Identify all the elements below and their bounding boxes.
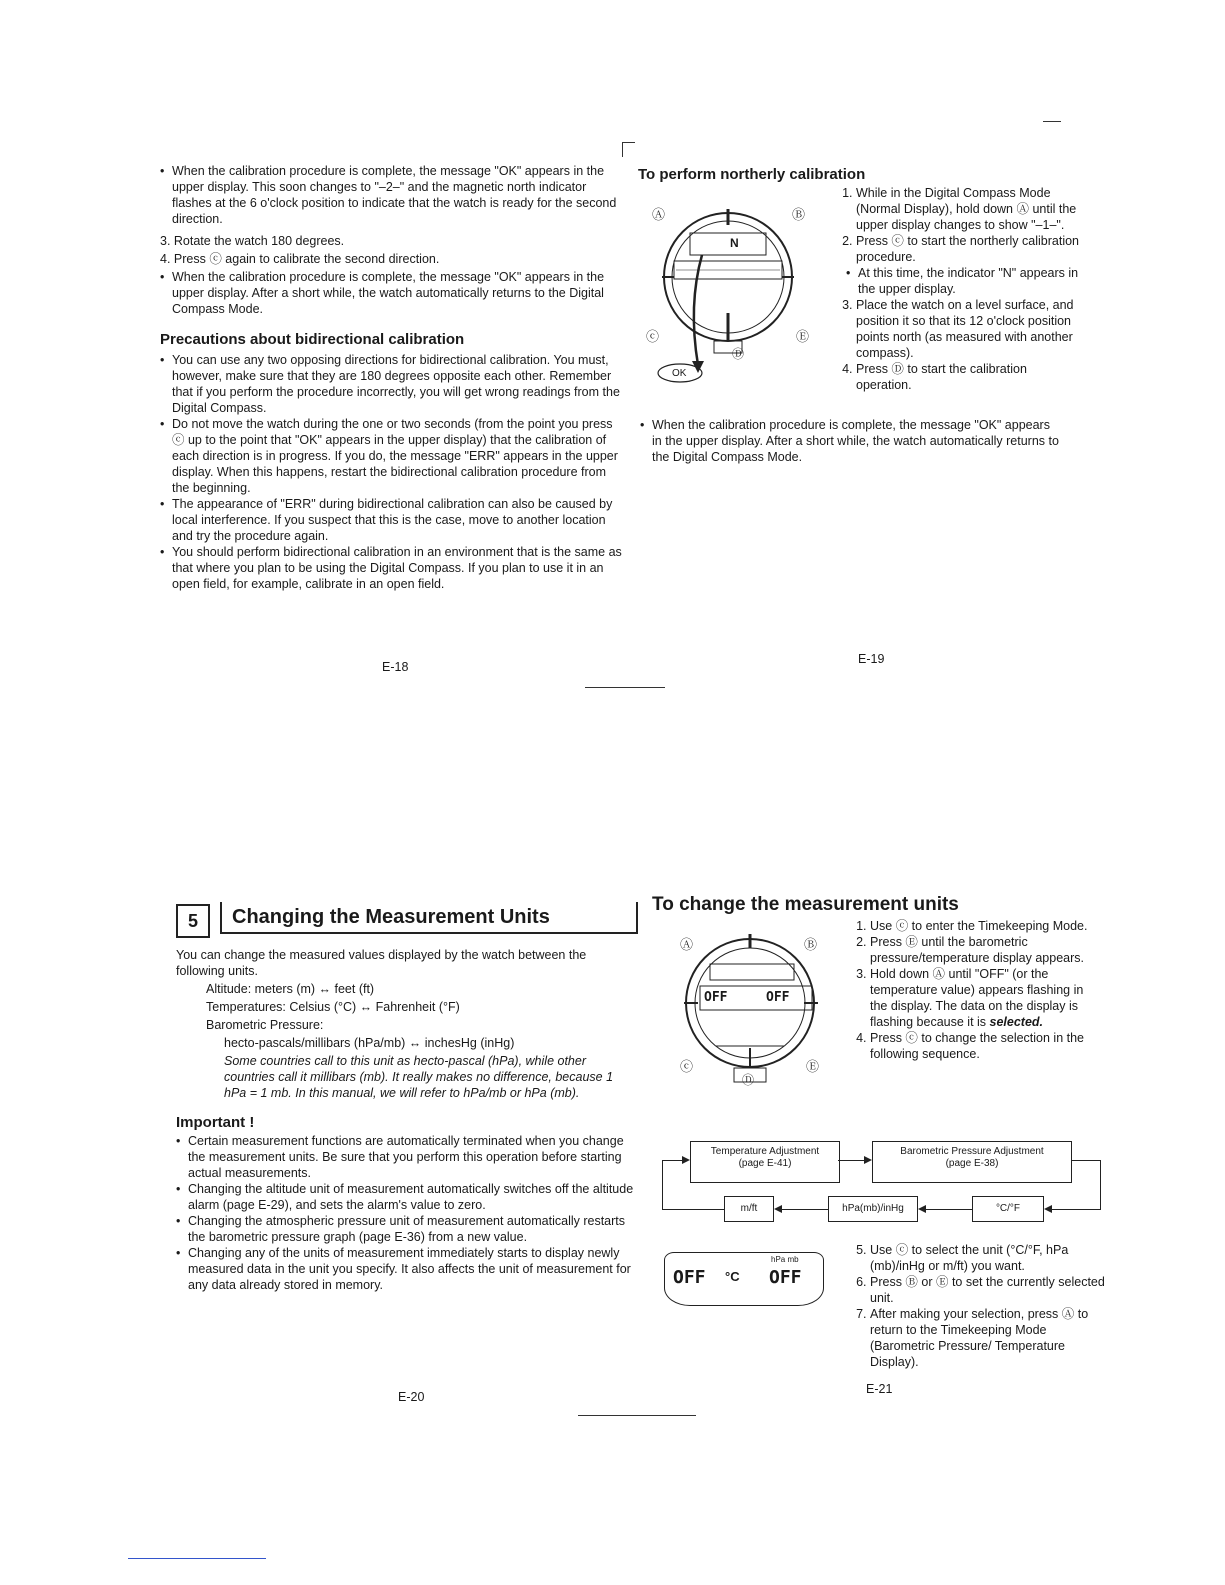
scan-rule-top-right	[1043, 121, 1061, 122]
watch-illustration-northerly	[640, 195, 820, 395]
watch-label-b: Ⓑ	[792, 207, 806, 222]
lcd-celsius: °C	[725, 1269, 740, 1284]
change-units-heading: To change the measurement units	[652, 894, 959, 915]
flow-arrow-1	[864, 1156, 872, 1164]
page-e18	[160, 163, 625, 592]
section-title: Changing the Measurement Units	[232, 906, 550, 928]
units-barometric-label: Barometric Pressure:	[206, 1018, 324, 1032]
units-altitude: Altitude: meters (m) ↔ feet (ft)	[206, 982, 375, 996]
flow-cf-label: °C/°F	[995, 1203, 1021, 1214]
flow-mft-label: m/ft	[740, 1203, 758, 1214]
lcd-unit-small: hPa mb	[771, 1255, 799, 1264]
watch-label-e: Ⓔ	[796, 329, 810, 344]
flow-temperature-adjustment	[690, 1141, 840, 1183]
flow-line-5	[926, 1209, 972, 1210]
flow-cf	[972, 1196, 1044, 1222]
page-number-e21: E-21	[866, 1382, 893, 1396]
section-header	[176, 898, 636, 938]
flow-hpa-label: hPa(mb)/inHg	[842, 1203, 904, 1214]
page-number-e20: E-20	[398, 1390, 425, 1404]
northerly-calibration-heading: To perform northerly calibration	[638, 166, 866, 183]
watch-label-a: Ⓐ	[652, 207, 666, 222]
calibration-complete-note: • When the calibration procedure is complete, the message "OK" appears in the upper display. This soon changes to "–2–" and the magnetic north indicator flashes at the 6 o'clock position to indicate that the watch is ready for the second direction.	[160, 163, 625, 227]
flow-baro-adj-label: Barometric Pressure Adjustment	[900, 1146, 1044, 1157]
important-item-1: • Certain measurement functions are automatically terminated when you change the measurement units. Be sure that you perform this operation before starting actual measurements.	[176, 1133, 636, 1181]
step-3: 3. Rotate the watch 180 degrees.	[160, 234, 345, 248]
flow-temp-adj-page: (page E-41)	[738, 1158, 792, 1169]
units-step-3-text: Hold down Ⓐ until "OFF" (or the temperature value) appears flashing in the display. The data on the display is flashing because it is	[870, 967, 1084, 1029]
units-step-3-emph: selected.	[989, 1015, 1044, 1029]
units-step-4: 4. Press ⓒ to change the selection in the following sequence.	[870, 1030, 1102, 1062]
important-item-3: • Changing the atmospheric pressure unit of measurement automatically restarts the barometric pressure graph (page E-36) from a new value.	[176, 1213, 636, 1245]
watch-display-off-left: OFF	[704, 990, 728, 1005]
units-watch-label-d: Ⓓ	[742, 1073, 755, 1087]
step-4: 4. Press ⓒ again to calibrate the second direction.	[160, 252, 440, 266]
footer-underline	[128, 1558, 266, 1559]
watch-label-d: Ⓓ	[732, 347, 745, 361]
lcd-off-left: OFF	[673, 1267, 706, 1288]
units-barometric-note: Some countries call to this unit as hecto-pascal (hPa), while other countries call it millibars (mb). It really makes no difference, because 1 hPa = 1 mb. In this manual, we will refer to hPa/mb or hPa (mb).	[224, 1054, 614, 1100]
units-barometric: hecto-pascals/millibars (hPa/mb) ↔ inchesHg (inHg)	[224, 1036, 515, 1050]
northerly-final-note	[640, 417, 1060, 465]
section-number-box	[176, 904, 210, 938]
units-temperature: Temperatures: Celsius (°C) ↔ Fahrenheit (°F)	[206, 1000, 460, 1014]
flow-arrow-2	[1044, 1205, 1052, 1213]
flow-line-7	[662, 1209, 724, 1210]
precaution-item-1: • You can use any two opposing directions for bidirectional calibration. You must, however, make sure that they are 180 degrees opposite each other. Remember that if you perform the procedure incorrectly, you will get wrong readings from the Digital Compass.	[160, 352, 625, 416]
flow-hpa	[828, 1196, 918, 1222]
important-item-2: • Changing the altitude unit of measurement automatically switches off the altitude alarm (page E-29), and sets the alarm's value to zero.	[176, 1181, 636, 1213]
page-number-e18: E-18	[382, 660, 409, 674]
northerly-step-2-note: • At this time, the indicator "N" appears in the upper display.	[846, 265, 1083, 297]
northerly-step-4: 4. Press Ⓓ to start the calibration operation.	[856, 361, 1083, 393]
step-4-note: • When the calibration procedure is complete, the message "OK" appears in the upper display. After a short while, the watch automatically returns to the Digital Compass Mode.	[160, 269, 625, 317]
northerly-step-2: 2. Press ⓒ to start the northerly calibration procedure.	[856, 233, 1083, 265]
precaution-item-3: • The appearance of "ERR" during bidirectional calibration can also be caused by local interference. If you suspect that this is the case, move to another location and try the procedure again.	[160, 496, 625, 544]
units-step-1: 1. Use ⓒ to enter the Timekeeping Mode.	[870, 918, 1102, 934]
watch-label-c: ⓒ	[646, 329, 660, 344]
flow-line-2	[1072, 1160, 1100, 1161]
important-heading: Important !	[176, 1114, 255, 1131]
flow-temp-adj-label: Temperature Adjustment	[710, 1146, 820, 1157]
crop-mark-top	[622, 142, 635, 157]
lcd-off-right: OFF	[769, 1267, 802, 1288]
flow-line-9	[662, 1160, 682, 1161]
units-step-6: 6. Press Ⓑ or Ⓔ to set the currently selected unit.	[870, 1274, 1107, 1306]
units-steps-b	[852, 1242, 1107, 1370]
northerly-steps	[838, 185, 1083, 393]
units-watch-label-a: Ⓐ	[680, 937, 694, 952]
scan-rule-mid	[585, 687, 665, 688]
page-number-e19: E-19	[858, 652, 885, 666]
northerly-step-3: 3. Place the watch on a level surface, and position it so that its 12 o'clock position points north (as measured with another compass).	[856, 297, 1083, 361]
flow-baro-adj-page: (page E-38)	[945, 1158, 999, 1169]
flow-line-8	[662, 1160, 663, 1210]
calibration-complete-note-2: • When the calibration procedure is complete, the message "OK" appears in the upper display. After a short while, the watch automatically returns to the Digital Compass Mode.	[640, 417, 1060, 465]
flow-barometric-adjustment	[872, 1141, 1072, 1183]
flow-line-4	[1052, 1209, 1100, 1210]
flow-arrow-5	[682, 1156, 690, 1164]
units-watch-label-b: Ⓑ	[804, 937, 818, 952]
units-intro: You can change the measured values displayed by the watch between the following units.	[176, 948, 587, 978]
precaution-item-4: • You should perform bidirectional calibration in an environment that is the same as that where you plan to be using the Digital Compass. If you plan to use it in an open field, for example, calibrate in an open field.	[160, 544, 625, 592]
precautions-heading: Precautions about bidirectional calibration	[160, 331, 465, 348]
units-watch-label-e: Ⓔ	[806, 1059, 820, 1074]
flow-arrow-3	[918, 1205, 926, 1213]
flow-line-1	[838, 1160, 864, 1161]
flow-line-6	[782, 1209, 828, 1210]
units-watch-label-c: ⓒ	[680, 1059, 694, 1074]
important-item-4: • Changing any of the units of measurement immediately starts to display newly measured data in the unit you specify. It also affects the unit of measurement for any data already stored in memory.	[176, 1245, 636, 1293]
watch-label-n: N	[730, 236, 739, 250]
units-step-7: 7. After making your selection, press Ⓐ to return to the Timekeeping Mode (Barometric Pressure/ Temperature Display).	[870, 1306, 1107, 1370]
watch-display-off-right: OFF	[766, 990, 790, 1005]
units-step-2: 2. Press Ⓔ until the barometric pressure/temperature display appears.	[870, 934, 1102, 966]
lcd-display	[664, 1252, 824, 1306]
section-title-box	[220, 902, 638, 934]
units-steps	[852, 918, 1102, 1062]
units-step-5: 5. Use ⓒ to select the unit (°C/°F, hPa (mb)/inHg or m/ft) you want.	[870, 1242, 1107, 1274]
flow-line-3	[1100, 1160, 1101, 1210]
flow-arrow-4	[774, 1205, 782, 1213]
precaution-item-2: • Do not move the watch during the one or two seconds (from the point you press ⓒ up to the point that "OK" appears in the upper display) that the calibration of each direction is in progress. If you do, the message "ERR" appears in the upper display. When this happens, restart the bidirectional calibration procedure from the beginning.	[160, 416, 625, 496]
scan-rule-bottom	[578, 1415, 696, 1416]
units-step-3	[870, 966, 1102, 1030]
page-e20-body	[176, 947, 636, 1293]
flow-mft	[724, 1196, 774, 1222]
watch-label-ok: OK	[672, 368, 687, 379]
section-number: 5	[187, 911, 198, 931]
northerly-step-1: 1. While in the Digital Compass Mode (Normal Display), hold down Ⓐ until the upper display changes to show "–1–".	[856, 185, 1083, 233]
